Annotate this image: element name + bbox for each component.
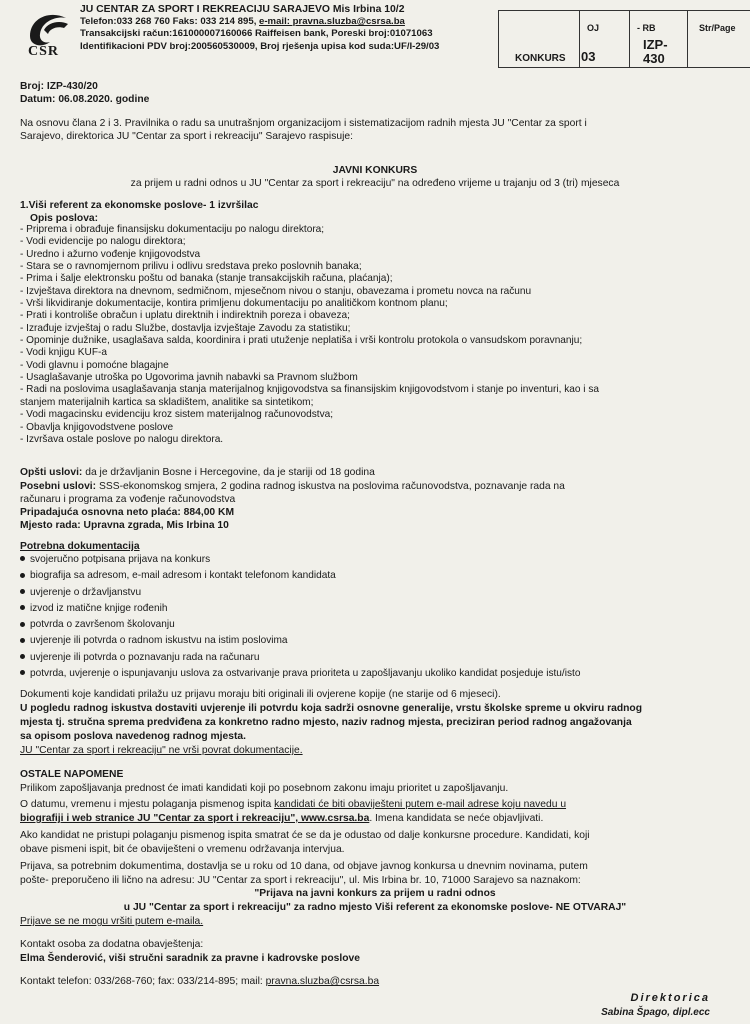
register-box (498, 10, 750, 68)
register-rb-value-1: IZP- (643, 37, 668, 52)
duty-item: - Uredno i ažurno vođenje knjigovodstva (20, 248, 201, 260)
other-heading: OSTALE NAPOMENE (20, 769, 124, 780)
duty-item: - Priprema i obrađuje finansijsku dokumentaciju po nalogu direktora; (20, 224, 325, 235)
document-item-text: uvjerenje o državljanstvu (30, 586, 142, 598)
document-item (20, 601, 735, 617)
general-conditions-label: Opšti uslovi: (20, 467, 83, 478)
duty-item: - Vodi knjigu KUF-a (20, 347, 107, 359)
other-note-5: obave pismeni ispit, bit će obaviješteni o vremenu održavanja intervjua. (20, 844, 345, 855)
document-item-text: svojeručno potpisana prijava na konkurs (30, 554, 211, 565)
special-conditions-cont: računaru i programa za vođenje računovodstva (20, 494, 236, 505)
general-conditions (20, 466, 375, 479)
duty-item: - Obavlja knjigovodstvene poslove (20, 421, 174, 433)
doc-title: JAVNI KONKURS (332, 165, 418, 176)
website-link[interactable]: biografiji i web stranice JU "Centar za sport i rekreaciju", www.csrsa.ba (20, 813, 370, 824)
letterhead-lines (80, 4, 500, 53)
register-oj-value: 03 (581, 49, 596, 64)
register-rb-label: - RB (637, 23, 656, 33)
special-conditions-label: Posebni uslovi: (20, 481, 97, 492)
duty-item: - Vodi glavnu i pomoćne blagajne (20, 359, 169, 371)
duty-item: - Izvršava ostale poslove po nalogu direktora. (20, 433, 224, 445)
document-item (20, 666, 735, 682)
position-title: 1.Viši referent za ekonomske poslove- 1 izvršilac (20, 200, 259, 211)
doc-subtitle: za prijem u radni odnos u JU "Centar za sport i rekreaciju" na određeno vrijeme u trajanju od 3 (tri) mjeseca (130, 178, 620, 189)
duty-item: - Vrši likvidiranje dokumentacije, kontira primljenu dokumentaciju po analitičkom kontnom planu; (20, 298, 448, 310)
docs-list (20, 552, 735, 682)
duty-item: - Vodi magacinsku evidenciju kroz sistem materijalnog računovodstva; (20, 409, 334, 421)
bullet-icon (20, 573, 25, 578)
other-note-2-link: kandidati će biti obaviješteni putem e-mail adrese koju navedu u (274, 799, 567, 810)
bullet-icon (20, 605, 25, 610)
document-item (20, 633, 735, 649)
bullet-icon (20, 622, 25, 627)
logo-text: CSR (28, 44, 60, 59)
envelope-label-1: "Prijava na javni konkurs za prijem u radni odnos (254, 888, 496, 899)
duty-item: - Stara se o ravnomjernom prilivu i odlivu sredstava preko poslovnih banaka; (20, 261, 362, 273)
document-item-text: biografija sa adresom, e-mail adresom i kontakt telefonom kandidata (30, 570, 336, 582)
other-note-3-text: . Imena kandidata se neće objavljivati. (369, 813, 544, 824)
signature-title: Direktorica (630, 992, 710, 1004)
experience-note-2: mjesta tj. stručna sprema predviđena za konkretno radno mjesto, naziv radnog mjesta, preciziran period radnog angažovanja (20, 717, 632, 728)
originals-note: Dokumenti koje kandidati prilažu uz prijavu moraju biti originali ili ovjerene kopije (ne starije od 6 mjeseci). (20, 689, 501, 700)
intro-line-1: Na osnovu člana 2 i 3. Pravilnika o radu sa unutrašnjom organizacijom i sistematizacijom radnih mjesta JU "Centar za sport i (20, 118, 587, 129)
general-conditions-text: da je državljanin Bosne i Hercegovine, da je stariji od 18 godina (82, 467, 375, 478)
experience-note-3: sa opisom poslova navedenog radnog mjesta. (20, 731, 247, 742)
doc-number: Broj: IZP-430/20 (20, 81, 98, 92)
org-name: JU CENTAR ZA SPORT I REKREACIJU SARAJEVO Mis Irbina 10/2 (80, 4, 405, 15)
document-item (20, 552, 735, 568)
duty-item: - Opominje dužnike, usaglašava salda, koordinira i prati utuženje neplatiša i vrši kontrolu protokola o vansudskom poravnanju; (20, 335, 583, 347)
register-oj-label: OJ (587, 23, 600, 33)
doc-date: Datum: 06.08.2020. godine (20, 94, 150, 105)
email-note: Prijave se ne mogu vršiti putem e-maila. (20, 916, 204, 927)
other-note-7: pošte- preporučeno ili lično na adresu: JU "Centar za sport i rekreaciju", ul. Mis Irbina br. 10, 71000 Sarajevo sa naznakom: (20, 875, 581, 886)
org-email-link[interactable]: e-mail: pravna.sluzba@csrsa.ba (259, 16, 405, 28)
duty-item: - Prima i šalje elektronsku poštu od banaka (stanje transakcijskih računa, plaćanja); (20, 273, 393, 285)
duty-item: - Vodi evidencije po nalogu direktora; (20, 236, 186, 248)
contact-email-link[interactable]: pravna.sluzba@csrsa.ba (265, 976, 380, 987)
document-item-text: potvrda, uvjerenje o ispunjavanju uslova za ostvarivanje prava prioriteta u zapošljavanju ukoliko kandidat posjeduje istu/isto (30, 668, 581, 680)
other-note-2 (20, 798, 566, 811)
bullet-icon (20, 589, 25, 594)
document-item-text: potvrda o završenom školovanju (30, 619, 175, 631)
contact-person: Elma Šenderović, viši stručni saradnik za pravne i kadrovske poslove (20, 953, 360, 964)
special-conditions-text: SSS-ekonomskog smjera, 2 godina radnog iskustva na poslovima računovodstva, poznavanje rada na (96, 481, 565, 492)
bullet-icon (20, 654, 25, 659)
duty-item: - Izvještava direktora na dnevnom, sedmičnom, mjesečnom nivou o stanju, obavezama i prometu novca na računu (20, 285, 532, 297)
document-item (20, 585, 735, 601)
docs-heading: Potrebna dokumentacija (20, 541, 140, 552)
duty-item: - Izrađuje izvještaj o radu Službe, dostavlja izvještaje Zavodu za statistiku; (20, 322, 351, 334)
register-rb-value-2: 430 (643, 51, 665, 66)
document-item-text: izvod iz matične knjige rođenih (30, 602, 168, 614)
experience-note-1: U pogledu radnog iskustva dostaviti uvjerenje ili potvrdu koja sadrži osnovne generalije, vrstu školske spreme u okviru radnog (20, 703, 642, 714)
document-item-text: uvjerenje ili potvrda o radnom iskustvu na istim poslovima (30, 635, 288, 647)
org-contact (80, 16, 500, 28)
duties-heading: Opis poslova: (30, 213, 99, 224)
signature-name: Sabina Špago, dipl.ecc (601, 1007, 710, 1018)
return-note: JU "Centar za sport i rekreaciju" ne vrši povrat dokumentacije. (20, 745, 303, 756)
letterhead (20, 4, 736, 66)
other-note-1: Prilikom zapošljavanja prednost će imati kandidati koji po posebnom zakonu imaju prioritet u zapošljavanju. (20, 783, 509, 794)
bullet-icon (20, 556, 25, 561)
document-item-text: uvjerenje ili potvrda o poznavanju rada na računaru (30, 651, 260, 663)
document-item (20, 617, 735, 633)
register-page-label: Str/Page (699, 23, 736, 33)
other-note-6: Prijava, sa potrebnim dokumentima, dostavlja se u roku od 10 dana, od objave javnog konkursa u dnevnim novinama, putem (20, 861, 588, 872)
intro-line-2: Sarajevo, direktorica JU "Centar za sport i rekreaciju" Sarajevo raspisuje: (20, 131, 353, 142)
org-account: Transakcijski račun:161000007160066 Raiffeisen bank, Poreski broj:01071063 (80, 28, 433, 40)
duty-item: - Radi na poslovima usaglašavanja stanja materijalnog knjigovodstva sa finansijskim knjigovodstvom i stanje po inventuri, kao i sa (20, 384, 600, 396)
register-rb-cell (629, 11, 688, 67)
duties-list (20, 224, 735, 446)
contact-intro: Kontakt osoba za dodatna obavještenja: (20, 939, 204, 950)
org-tax-id: Identifikacioni PDV broj:200560530009, Broj rješenja upisa kod suda:UF/I-29/03 (80, 40, 440, 52)
envelope-label-2: u JU "Centar za sport i rekreaciju" za radno mjesto Viši referent za ekonomske poslove- NE OTVARAJ" (123, 902, 627, 913)
document-item (20, 650, 735, 666)
other-note-4: Ako kandidat ne pristupi polaganju pismenog ispita smatrat će se da je odustao od dalje konkursne procedure. Kandidati, koji (20, 830, 590, 841)
contact-line (20, 975, 379, 988)
register-type-cell (499, 11, 580, 67)
other-note-2-text: O datumu, vremenu i mjestu polaganja pismenog ispita (20, 799, 275, 810)
salary: Pripadajuća osnovna neto plaća: 884,00 KM (20, 507, 235, 518)
register-oj-cell (579, 11, 630, 67)
work-place: Mjesto rada: Upravna zgrada, Mis Irbina 10 (20, 520, 229, 531)
org-phone: Telefon:033 268 760 Faks: 033 214 895, (80, 16, 260, 28)
duty-item: - Usaglašavanje utroška po Ugovorima javnih nabavki sa Pravnom službom (20, 372, 358, 384)
duty-item: - Prati i kontroliše obračun i uplatu direktnih i indirektnih poreza i obaveza; (20, 310, 350, 322)
contact-phones: Kontakt telefon: 033/268-760; fax: 033/214-895; mail: (20, 976, 266, 987)
duty-item: stanjem materijalnih kartica sa skladištem, analitike sa sintetikom; (20, 396, 314, 408)
register-type: KONKURS (515, 53, 566, 64)
bullet-icon (20, 670, 25, 675)
other-note-3 (20, 812, 543, 825)
bullet-icon (20, 638, 25, 643)
special-conditions (20, 480, 565, 493)
document-item (20, 568, 735, 584)
register-page-cell (687, 11, 750, 67)
